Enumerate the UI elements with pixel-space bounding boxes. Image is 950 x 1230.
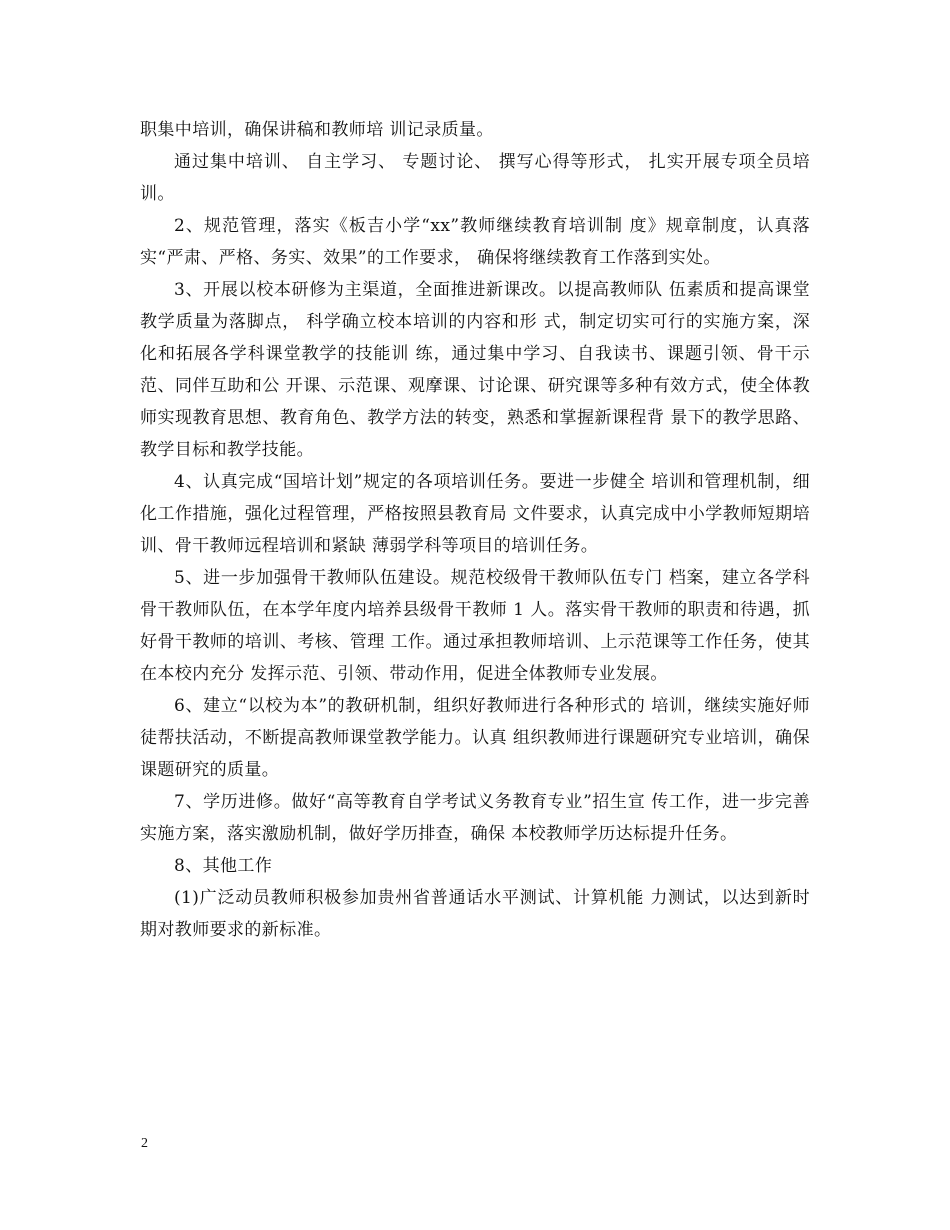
paragraph: (1)广泛动员教师积极参加贵州省普通话水平测试、计算机能 力测试，以达到新时期对教师要求的新标准。 [140, 888, 810, 940]
paragraph: 5、进一步加强骨干教师队伍建设。规范校级骨干教师队伍专门 档案，建立各学科骨干教师队伍，在本学年度内培养县级骨干教师 1 人。落实骨干教师的职责和待遇，抓好骨干教师的培训、考核、管理 工作。通过承担教师培训、上示范课等工作任务，使其在本校内充分 发挥示范、引领、带动作用，促进全体教师专业发展。 [140, 568, 810, 684]
paragraph: 通过集中培训、 自主学习、 专题讨论、 撰写心得等形式， 扎实开展专项全员培训。 [140, 152, 810, 204]
paragraph: 8、其他工作 [174, 856, 273, 876]
page-number: 2 [141, 1136, 148, 1151]
paragraph: 4、认真完成“国培计划”规定的各项培训任务。要进一步健全 培训和管理机制，细化工作措施，强化过程管理，严格按照县教育局 文件要求，认真完成中小学教师短期培训、骨干教师远程培训和紧缺 薄弱学科等项目的培训任务。 [140, 472, 810, 556]
paragraph: 7、学历进修。做好“高等教育自学考试义务教育专业”招生宣 传工作，进一步完善实施方案，落实激励机制，做好学历排查，确保 本校教师学历达标提升任务。 [140, 792, 810, 844]
paragraph: 2、规范管理，落实《板吉小学“xx”教师继续教育培训制 度》规章制度，认真落实“严肃、严格、务实、效果”的工作要求， 确保将继续教育工作落到实处。 [140, 216, 810, 268]
document-body [140, 114, 810, 946]
paragraph: 6、建立“以校为本”的教研机制，组织好教师进行各种形式的 培训，继续实施好师徒帮扶活动，不断提高教师课堂教学能力。认真 组织教师进行课题研究专业培训，确保课题研究的质量。 [140, 696, 810, 780]
paragraph: 3、开展以校本研修为主渠道，全面推进新课改。以提高教师队 伍素质和提高课堂教学质量为落脚点， 科学确立校本培训的内容和形 式，制定切实可行的实施方案，深化和拓展各学科课堂教学的技能训 练，通过集中学习、自我读书、课题引领、骨干示范、同伴互助和公 开课、示范课、观摩课、讨论课、研究课等多种有效方式，使全体教 师实现教育思想、教育角色、教学方法的转变，熟悉和掌握新课程背 景下的教学思路、教学目标和教学技能。 [140, 280, 810, 460]
paragraph: 职集中培训，确保讲稿和教师培 训记录质量。 [140, 120, 494, 140]
